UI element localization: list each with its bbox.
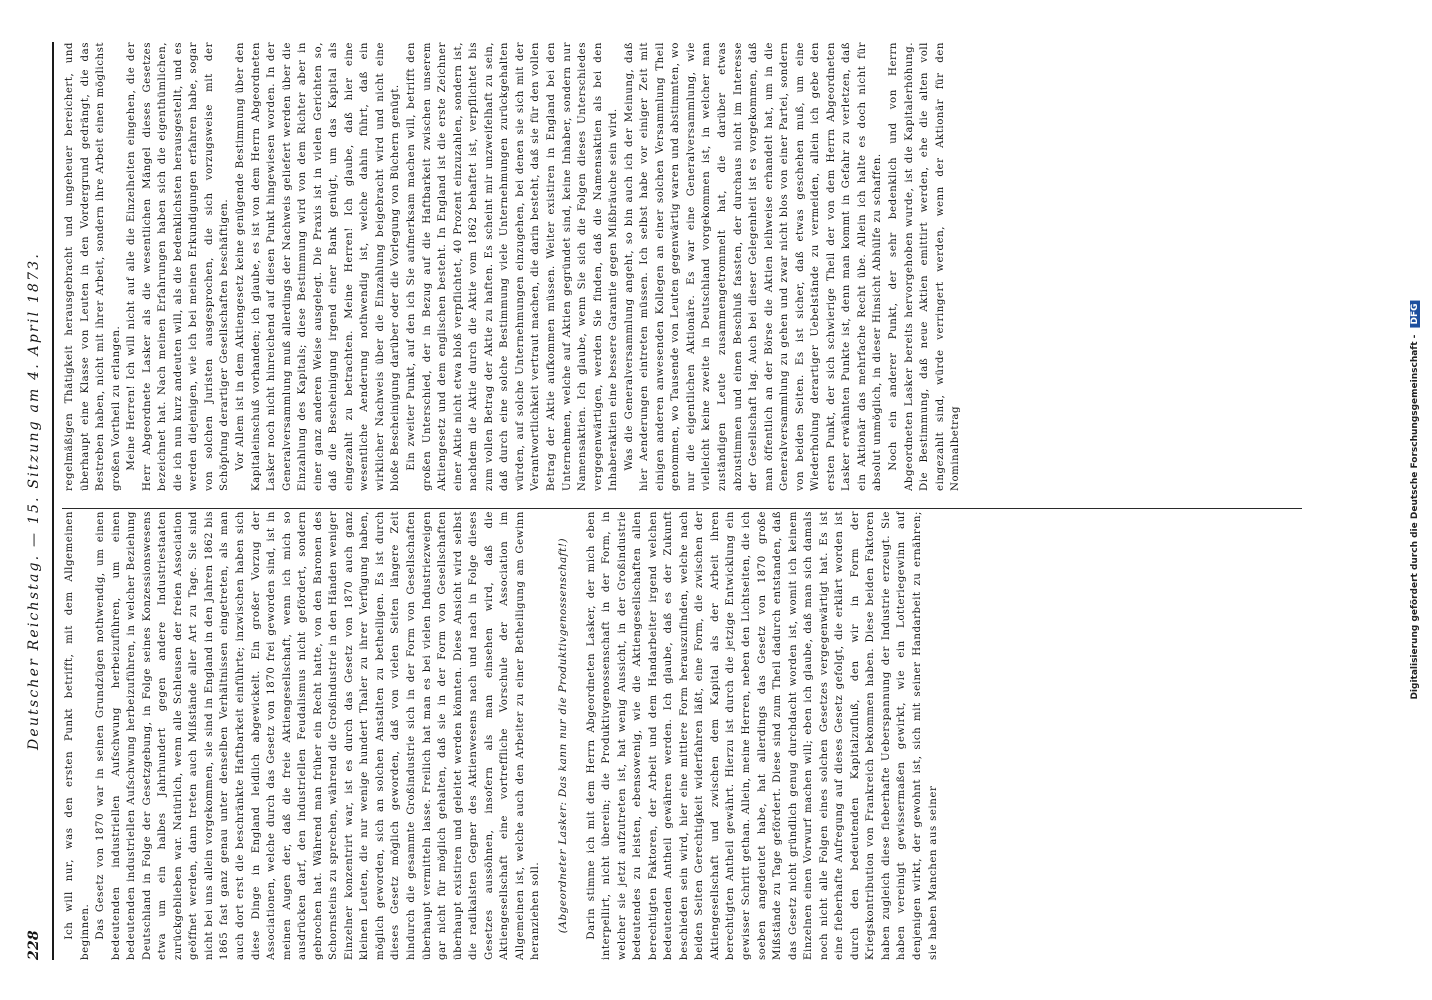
paragraph: regelmäßigen Thätigkeit herausgebracht und ungeheuer bereichert, und überhaupt eine Klasse von Leuten in den Vordergrund gedrängt, die das Bestreben haben, nicht mit ihrer Arbeit, sondern ihre Arbeit einen möglichst großen Vortheil zu erlangen. [64,42,122,491]
paragraph: Ich will nur, was den ersten Punkt betrifft, mit dem Allgemeinen beginnen. [64,511,91,960]
paragraph: Meine Herren! Ich will nicht auf alle die Einzelheiten eingehen, die der Herr Abgeordnete Lasker als die wesentlichen Mängel dieses Gesetzes bezeichnet hat. Nach meinen Erfahrungen haben sich die eigenthümlichen, die ich nun kurz andeuten will, als die bedenklichsten herausgestellt, und es werden diejenigen, wie ich bei meinen Erkundigungen erfahren habe, sogar von solchen Juristen ausgesprochen, die sich vorzugsweise mit der Schöpfung derartiger Gesellschaften beschäftigen. [126,42,231,491]
digitization-sidebar [1405,30,1425,970]
right-column [62,42,1302,491]
running-title: Deutscher Reichstag. — 15. Sitzung am 4. April 1873. [26,252,42,751]
dfg-logo: DFG [1410,300,1420,327]
page-header [18,42,54,960]
paragraph: Darin stimme ich mit dem Herrn Abgeordneten Lasker, der mich eben interpellirt, nicht überein; die Produktivgenossenschaft in der Form, in welcher sie jetzt aufzutreten ist, hat wenig Aussicht, in der Großindustrie bedeutendes zu leisten, ebensowenig, wie die Aktiengesellschaften allen berechtigten Faktoren, der Arbeit und dem Handarbeiter irgend welchen bedeutenden Antheil gewähren werden. Ich glaube, daß es der Zukunft beschieden sein wird, hier eine mittlere Form herauszufinden, welche nach beiden Seiten Gerechtigkeit widerfahren läßt, eine Form, die zwischen der Aktiengesellschaft und zwischen dem Kapital als der Arbeit ihren berechtigten Antheil gewährt. Hierzu ist durch die jetzige Entwicklung ein gewisser Schritt gethan. Allein, meine Herren, neben den Lichtseiten, die ich soeben angedeutet habe, hat allerdings das Gesetz von 1870 große Mißstände zu Tage gefördert. Diese sind zum Theil dadurch entstanden, daß das Gesetz nicht gründlich genug durchdacht worden ist, womit ich keinem Einzelnen einen Vorwurf machen will; eben ich glaube, daß man sich damals noch nicht alle Folgen eines solchen Gesetzes vergegenwärtigt hat. Es ist eine fieberhafte Aufregung auf dieses Gesetz gefolgt, die erklärt worden ist durch den bedeutenden Kapitalzufluß, den wir in Form der Kriegskontribution von Frankreich bekommen haben. Diese beiden Faktoren haben zugleich diese fieberhafte Ueberspannung der Industrie erzeugt. Sie haben vereinigt gewissermaßen gewirkt, wie ein Lotteriegewinn auf denjenigen wirkt, der gewohnt ist, sich mit seiner Handarbeit zu ernähren; sie haben Manchen aus seiner [585,511,939,960]
paragraph: Vor Allem ist in dem Aktiengesetz keine genügende Bestimmung über den Kapitaleinschuß vorhanden; ich glaube, es ist von dem Herrn Abgeordneten Lasker noch nicht hinreichend auf diesen Punkt hingewiesen worden. In der Generalversammlung muß allerdings der Nachweis geliefert werden über die Einzahlung des Kapitals; diese Bestimmung wird von dem Richter aber in einer ganz anderen Weise ausgelegt. Die Praxis ist in vielen Gerichten so, daß die Bescheinigung irgend einer Bank genügt, um das Kapital als eingezahlt zu betrachten. Meine Herren! Ich glaube, daß hier eine wesentliche Aenderung nothwendig ist, welche dahin führt, daß ein wirklicher Nachweis über die Einzahlung beigebracht wird und nicht eine bloße Bescheinigung darüber oder die Vorlegung von Büchern genügt. [235,42,402,491]
paragraph: Was die Generalversammlung angeht, so bin auch ich der Meinung, daß hier Aenderungen eintreten müssen. Ich selbst habe vor einiger Zeit mit einigen anderen anwesenden Kollegen an einer solchen Versammlung Theil genommen, wo Tausende von Leuten gegenwärtig waren und abstimmten, wo nur die eigentlichen Aktionäre. Es war eine Generalversammlung, wie vielleicht keine zweite in Deutschland vorgekommen ist, in welcher man zuständigen Leute zusammengetrommelt hat, die darüber etwas abzustimmen und einen Beschluß fassten, der durchaus nicht im Interesse der Gesellschaft lag. Auch bei dieser Gelegenheit ist es vorgekommen, daß man öffentlich an der Börse die Aktien leihweise erhandelt hat, um in die Generalversammlung zu gehen und zwar nicht blos von einer Partei, sondern von beiden Seiten. Es ist sicher, daß etwas geschehen muß, um eine Wiederholung derartiger Uebelstände zu vermeiden, allein ich gebe den ersten Punkt, der sich schwierige Theil der von dem Herrn Abgeordneten Lasker erwähnten Punkte ist, denn man kommt in Gefahr zu verletzen, daß ein Aktionär das mehrfache Recht übe. Allein ich halte es doch nicht für absolut unmöglich, in dieser Hinsicht Abhülfe zu schaffen. [623,42,884,491]
digitization-credit [1410,300,1420,699]
column-divider [62,508,1302,509]
page-number: 228 [26,930,42,960]
paragraph: Ein zweiter Punkt, auf den ich Sie aufmerksam machen will, betrifft den großen Unterschied, der in Bezug auf die Haftbarkeit zwischen unserem Aktiengesetz und dem englischen besteht. In England ist die erste Zeichner einer Aktie nicht etwa bloß verpflichtet, 40 Prozent einzuzahlen, sondern ist, nachdem die Aktie durch die Aktie vom 1862 behaftet ist, verpflichtet bis zum vollen Betrag der Aktie zu haften. Es scheint mir unzweifelhaft zu sein, daß durch eine solche Bestimmung viele Unternehmungen zurückgehalten würden, auf solche Unternehmungen einzugehen, bei denen sie sich mit der Verantwortlichkeit vertraut machen, die darin besteht, daß sie für den vollen Betrag der Aktie aufkommen müssen. Weiter existiren in England bei den Unternehmen, welche auf Aktien gegründet sind, keine Inhaber, sondern nur Namensaktien. Ich glaube, wenn Sie sich die Folgen dieses Unterschiedes vergegenwärtigen, werden Sie finden, daß die Namensaktien als bei den Inhaberaktien eine bessere Garantie gegen Mißbräuche sein wird. [406,42,620,491]
paragraph: Noch ein anderer Punkt, der sehr bedenklich und von Herrn Abgeordneten Lasker bereits hervorgehoben wurde, ist die Kapitalerhöhung. Die Bestimmung, daß neue Aktien emittirt werden, ehe die alten voll eingezahlt sind, würde verringert werden, wenn der Aktionär für den Nominalbetrag [887,42,962,491]
left-column [62,511,1302,960]
paragraph: Das Gesetz von 1870 war in seinen Grundzügen nothwendig, um einen bedeutenden industriellen Aufschwung herbeizuführen, um einen bedeutenden industriellen Aufschwung herbeizuführen, in welcher Beziehung Deutschland in Folge der Gesetzgebung, in Folge seines Konzessionswesens etwa um ein halbes Jahrhundert gegen andere Industriestaaten zurückgeblieben war. Natürlich, wenn alle Schleusen der freien Association geöffnet werden, dann treten auch Mißstände aller Art zu Tage. Sie sind nicht bei uns allein vorgekommen, sie sind in England in den Jahren 1862 bis 1865 fast ganz genau unter denselben Verhältnissen eingetreten, als man auch dort erst die beschränkte Haftbarkeit einführte; inzwischen haben sich diese Dinge in England leidlich abgewickelt. Ein großer Vorzug der Associationen, welche durch das Gesetz von 1870 frei geworden sind, ist in meinen Augen der, daß die freie Aktiengesellschaft, wenn ich mich so ausdrücken darf, den industriellen Feudalismus nicht gefördert, sondern gebrochen hat. Während man früher ein Recht hatte, von den Baronen des Schornsteins zu sprechen, während die Großindustrie in den Händen weniger Einzelner konzentrirt war, ist es durch das Gesetz von 1870 auch ganz kleinen Leuten, die nur wenige hundert Thaler zu ihrer Verfügung haben, möglich geworden, sich an solchen Anstalten zu betheiligen. Es ist durch dieses Gesetz möglich geworden, daß von vielen Seiten längere Zeit hindurch die gesammte Großindustrie sich in der Form von Gesellschaften überhaupt vermitteln lasse. Freilich hat man es bei vielen Industriezweigen gar nicht für möglich gehalten, daß sie in der Form von Gesellschaften überhaupt existiren und geleitet werden könnten. Diese Ansicht wird selbst die radikalsten Gegner des Aktienwesens nach und nach in Folge dieses Gesetzes aussöhnen, insofern als man einsehen wird, daß die Aktiengesellschaft eine vortreffliche Vorschule der Association im Allgemeinen ist, welche auch den Arbeiter zu einer Betheiligung am Gewinn heranziehen soll. [95,511,542,960]
credit-text: Digitalisierung gefördert durch die Deutsche Forschungsgemeinschaft - [1410,334,1420,700]
interjection: (Abgeordneter Lasker: Das kann nur die Produktivgenossenschaft!) [556,537,569,934]
